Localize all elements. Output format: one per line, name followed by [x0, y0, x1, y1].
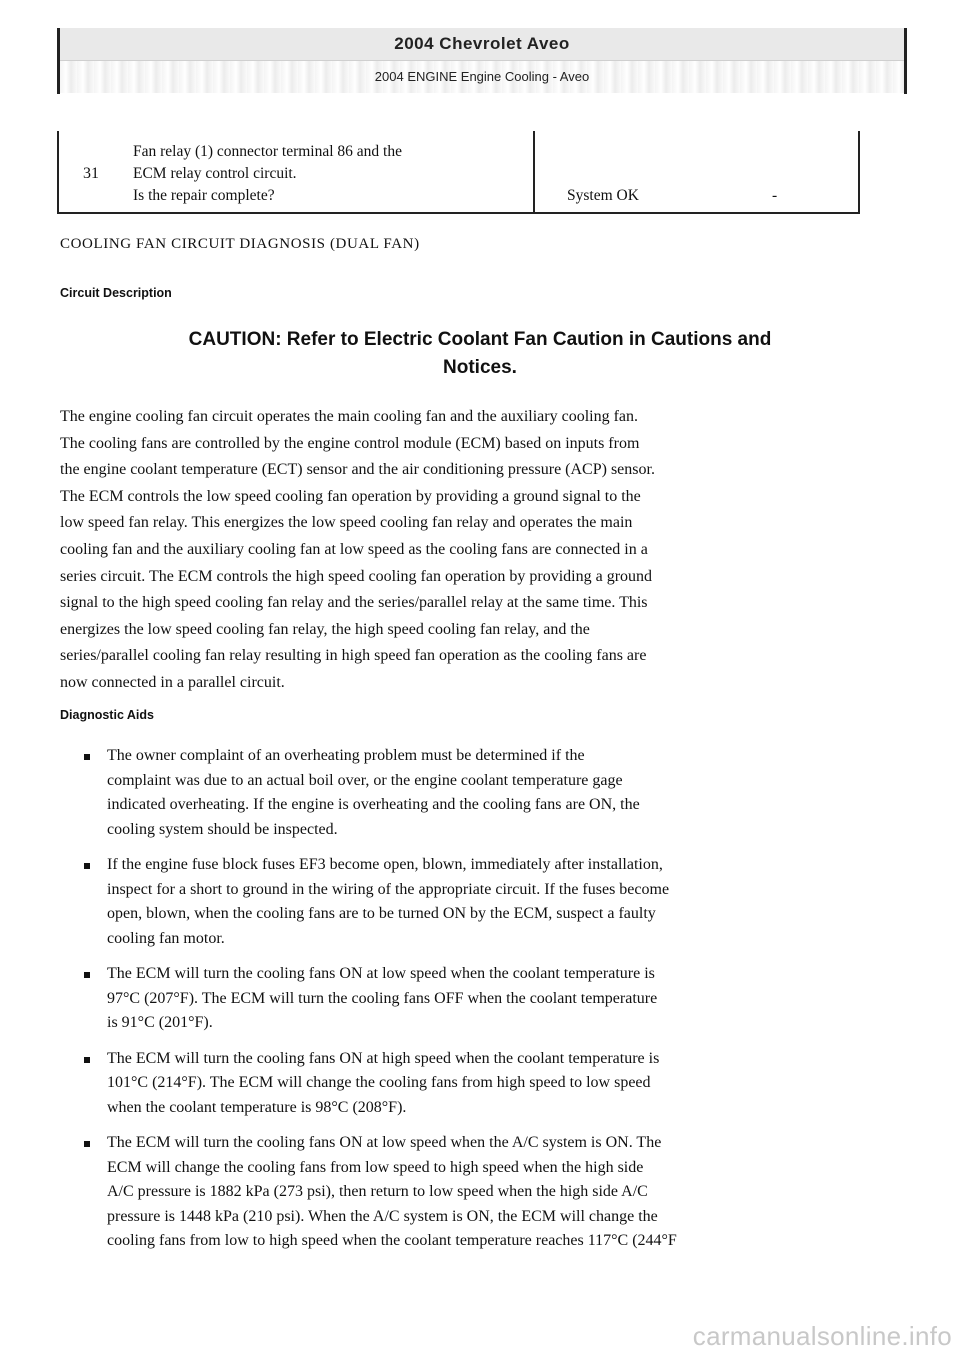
list-item-line: ECM will change the cooling fans from low speed to high speed when the high side [107, 1158, 644, 1176]
paragraph-line: energizes the low speed cooling fan relay, the high speed cooling fan relay, and the [60, 620, 590, 638]
bullet-icon [84, 1057, 90, 1063]
header-title: 2004 Chevrolet Aveo [60, 28, 904, 61]
list-item-line: The ECM will turn the cooling fans ON at low speed when the coolant temperature is [107, 965, 655, 982]
list-item-line: The ECM will turn the cooling fans ON at high speed when the coolant temperature is [107, 1049, 660, 1067]
list-item-line: If the engine fuse block fuses EF3 become open, blown, immediately after installation, [107, 856, 663, 873]
list-item-line: The owner complaint of an overheating problem must be determined if the [107, 747, 585, 764]
caution-line: CAUTION: Refer to Electric Coolant Fan Caution in Cautions and [188, 329, 772, 350]
paragraph-line: signal to the high speed cooling fan relay and the series/parallel relay at the same time. This [60, 594, 648, 612]
step-no-result: - [772, 187, 778, 204]
diagnostic-aids-heading: Diagnostic Aids [60, 708, 154, 722]
paragraph-line: cooling fan and the auxiliary cooling fan at low speed as the cooling fans are connected in a [60, 540, 648, 558]
paragraph-line: now connected in a parallel circuit. [60, 673, 285, 691]
header-subtitle: 2004 ENGINE Engine Cooling - Aveo [60, 61, 904, 93]
list-item-line: indicated overheating. If the engine is overheating and the cooling fans are ON, the [107, 796, 640, 813]
site-watermark: carmanualsonline.info [692, 1321, 952, 1351]
step-action-line: Fan relay (1) connector terminal 86 and the [133, 143, 402, 160]
step-action-text [133, 141, 523, 207]
list-item [80, 853, 920, 951]
list-item [80, 962, 920, 1036]
list-item-line: cooling fan motor. [107, 929, 225, 947]
bullet-icon [84, 754, 90, 760]
list-item-line: pressure is 1448 kPa (210 psi). When the A/C system is ON, the ECM will change the [107, 1207, 658, 1225]
paragraph-line: The ECM controls the low speed cooling fan operation by providing a ground signal to the [60, 487, 641, 505]
list-item [80, 744, 920, 842]
step-action-line: Is the repair complete? [133, 187, 275, 204]
diagnostic-aids-list [80, 744, 920, 1265]
bullet-icon [84, 972, 90, 978]
paragraph-line: low speed fan relay. This energizes the low speed cooling fan relay and operates the main [60, 514, 633, 532]
list-item-line: complaint was due to an actual boil over, or the engine coolant temperature gage [107, 771, 623, 789]
paragraph-line: The engine cooling fan circuit operates the main cooling fan and the auxiliary cooling fan. [60, 408, 639, 425]
caution-notice [60, 326, 900, 382]
list-item-line: cooling fans from low to high speed when the coolant temperature reaches 117°C (244°F [107, 1232, 677, 1249]
list-item-line: is 91°C (201°F). [107, 1014, 213, 1031]
step-action-line: ECM relay control circuit. [133, 165, 297, 182]
bullet-icon [84, 1141, 90, 1147]
paragraph-line: The cooling fans are controlled by the engine control module (ECM) based on inputs from [60, 434, 640, 452]
paragraph-line: the engine coolant temperature (ECT) sensor and the air conditioning pressure (ACP) sensor. [60, 461, 655, 479]
table-column-divider [533, 131, 535, 212]
list-item-line: A/C pressure is 1882 kPa (273 psi), then return to low speed when the high side A/C [107, 1183, 648, 1200]
list-item-line: The ECM will turn the cooling fans ON at low speed when the A/C system is ON. The [107, 1134, 662, 1151]
list-item-line: inspect for a short to ground in the wiring of the appropriate circuit. If the fuses become [107, 880, 670, 898]
document-header [57, 28, 907, 94]
circuit-description-heading: Circuit Description [60, 286, 172, 300]
list-item [80, 1131, 920, 1254]
step-number: 31 [83, 165, 99, 182]
list-item-line: open, blown, when the cooling fans are to be turned ON by the ECM, suspect a faulty [107, 905, 656, 922]
list-item-line: 97°C (207°F). The ECM will turn the cooling fans OFF when the coolant temperature [107, 989, 658, 1007]
bullet-icon [84, 863, 90, 869]
step-yes-result: System OK [567, 187, 639, 204]
list-item-line: when the coolant temperature is 98°C (208°F). [107, 1098, 407, 1116]
paragraph-line: series circuit. The ECM controls the high speed cooling fan operation by providing a ground [60, 567, 653, 585]
caution-line: Notices. [443, 357, 517, 378]
list-item-line: cooling system should be inspected. [107, 820, 338, 838]
circuit-description-paragraph [60, 404, 905, 697]
list-item-line: 101°C (214°F). The ECM will change the cooling fans from high speed to low speed [107, 1074, 651, 1091]
diagnostic-step-table [57, 131, 860, 214]
section-title: COOLING FAN CIRCUIT DIAGNOSIS (DUAL FAN) [60, 236, 420, 252]
paragraph-line: series/parallel cooling fan relay resulting in high speed fan operation as the cooling fans are [60, 647, 647, 665]
list-item [80, 1047, 920, 1121]
